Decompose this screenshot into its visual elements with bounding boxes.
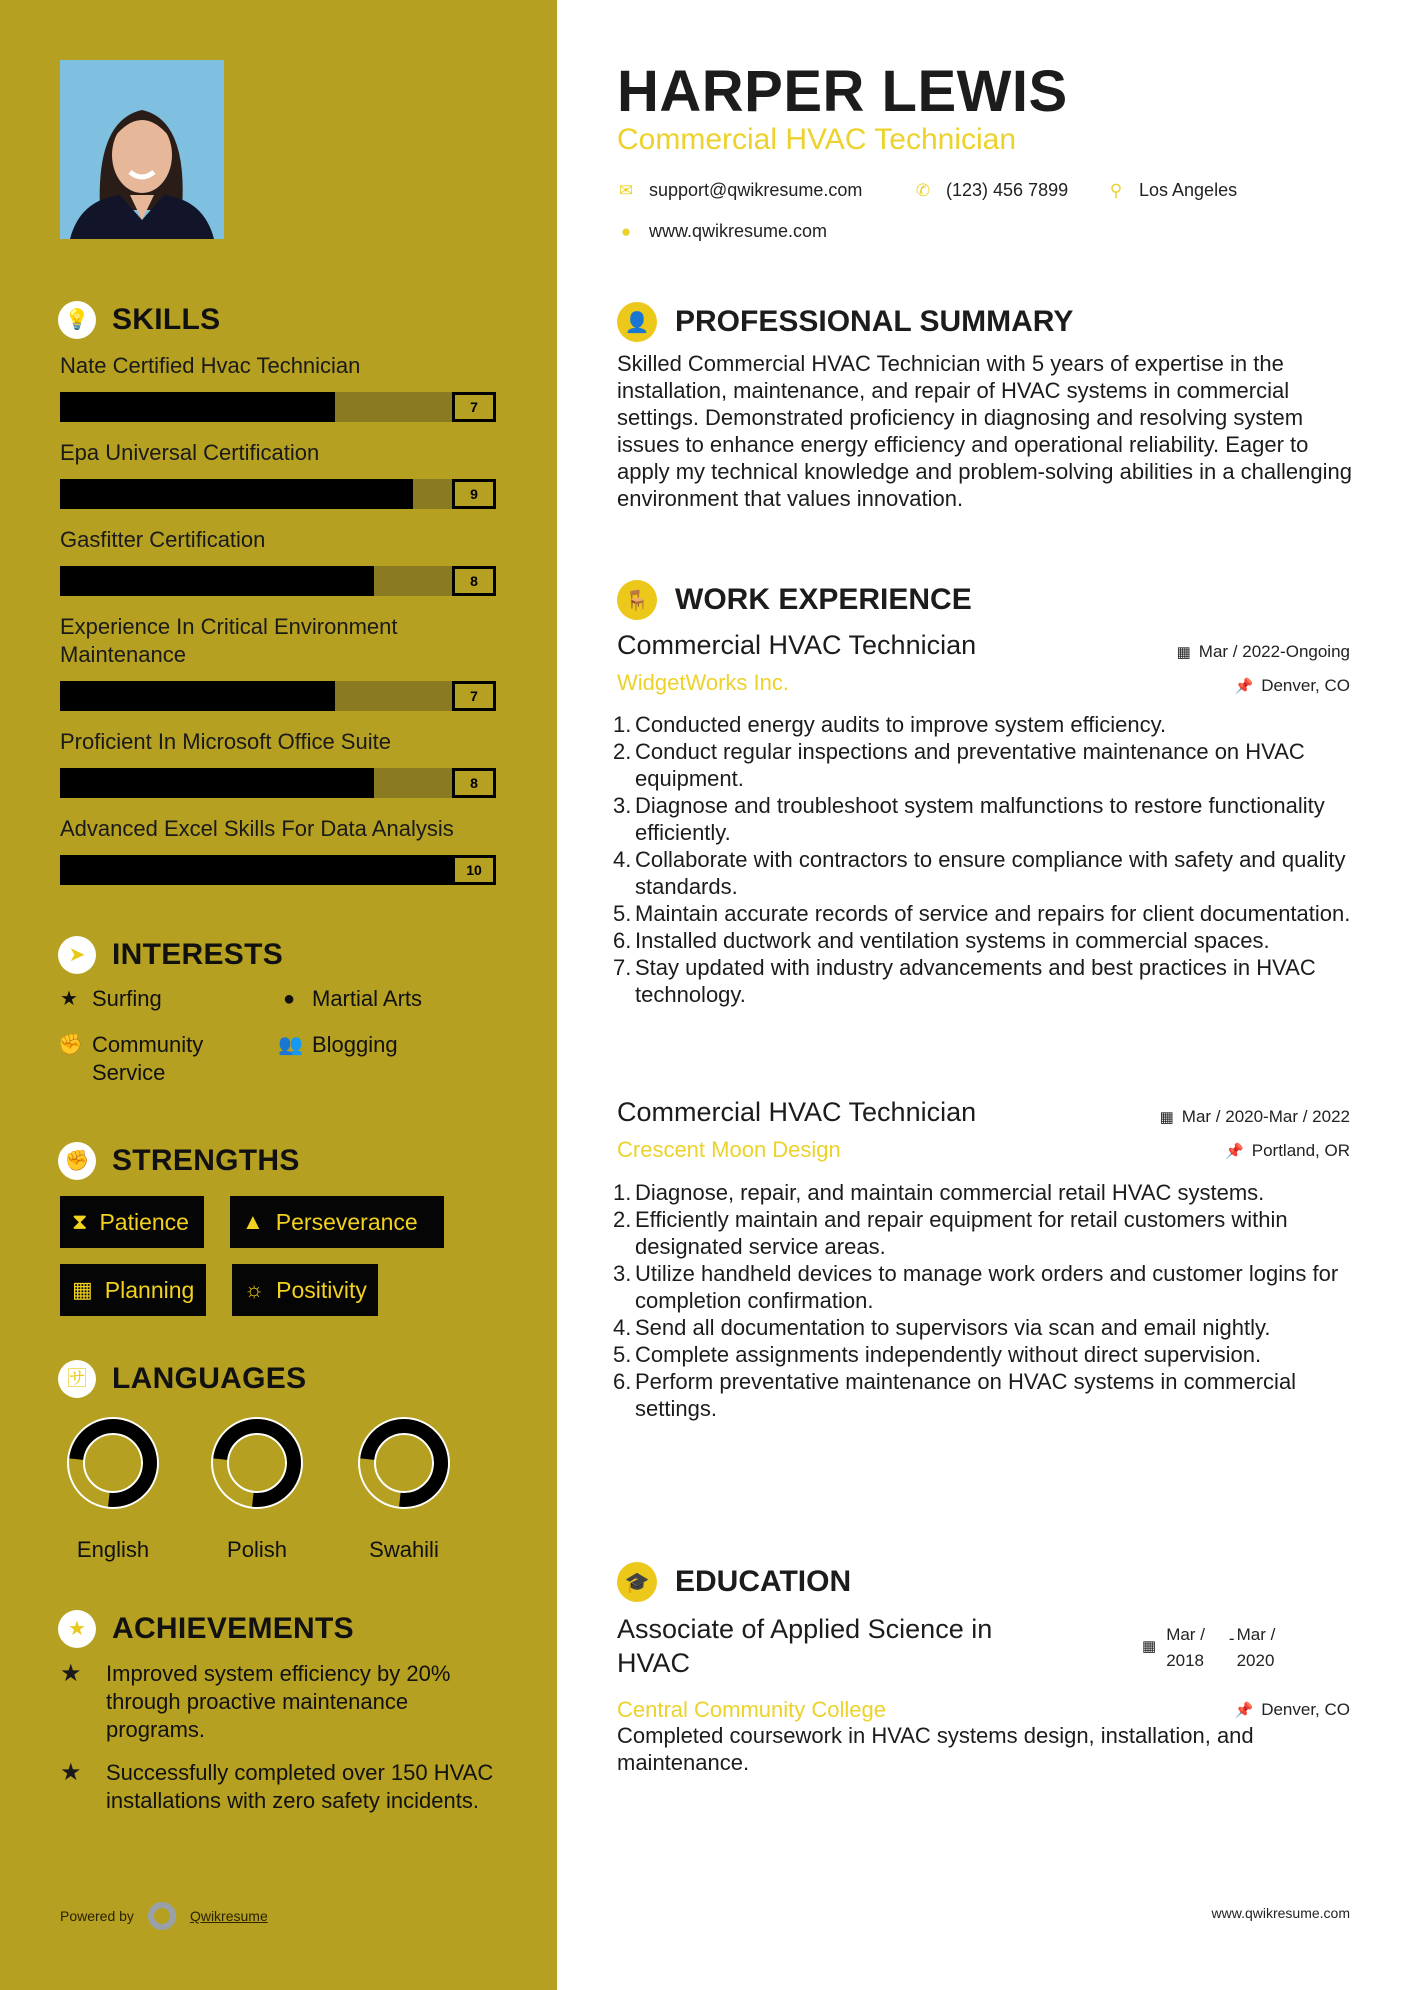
language-item: English — [63, 1415, 163, 1563]
skill-score: 7 — [452, 681, 496, 711]
skill-bar — [60, 392, 496, 422]
education-dates: ▦ Mar / 2018 - Mar / 2020 — [1142, 1622, 1275, 1674]
interest-item: ● Martial Arts — [278, 985, 422, 1013]
skill-score: 8 — [452, 566, 496, 596]
language-donut-chart — [209, 1415, 305, 1511]
skill-score: 7 — [452, 392, 496, 422]
language-donut-chart — [65, 1415, 161, 1511]
strength-badge: ▲ Perseverance — [230, 1196, 444, 1248]
bullet-item: 4. Collaborate with contractors to ensure compliance with safety and quality standards. — [613, 847, 1346, 899]
fist-icon: ✊ — [58, 1034, 83, 1056]
bullet-item: 5. Maintain accurate records of service and repairs for client documentation. — [613, 901, 1351, 926]
lightbulb-icon: 💡 — [58, 301, 96, 339]
shooting-star-icon: ★ — [60, 1660, 82, 1687]
education-heading: 🎓 EDUCATION — [617, 1562, 851, 1602]
candidate-name: HARPER LEWIS — [617, 59, 1068, 124]
bullet-item: 2. Conduct regular inspections and preventative maintenance on HVAC equipment. — [613, 739, 1305, 791]
shooting-star-icon: ★ — [60, 1759, 82, 1786]
skill-score: 9 — [452, 479, 496, 509]
summary-text: Skilled Commercial HVAC Technician with 5 years of expertise in the installation, maintenance, and repair of HVAC systems in commercial settings. Demonstrated proficiency in diagnosing and resolving system issues to enhance energy efficiency and operational reliability. Eager to apply my technical knowledge and problem-solving abilities in a challenging environment that values innovation. — [617, 351, 1352, 511]
profile-photo-image — [60, 60, 224, 239]
bullet-item: 3. Utilize handheld devices to manage work orders and customer logins for completion confirmation. — [613, 1261, 1339, 1313]
calendar-icon: ▦ — [1142, 1638, 1157, 1655]
contact-phone: ✆ (123) 456 7899 — [915, 180, 1069, 200]
user-icon: 👤 — [617, 302, 657, 342]
school-name: Central Community College — [617, 1697, 886, 1722]
globe-icon: ● — [282, 988, 296, 1010]
skill-bar — [60, 479, 496, 509]
pushpin-icon: 📌 — [1234, 678, 1254, 695]
contact-email: ✉ support@qwikresume.com — [618, 180, 863, 200]
sun-icon: ☼ — [244, 1277, 265, 1302]
strength-badge: ☼ Positivity — [232, 1264, 378, 1316]
skills-heading: 💡 SKILLS — [58, 301, 220, 339]
skill-item: Epa Universal Certification 9 — [60, 439, 496, 509]
raised-fist-icon: ✊ — [58, 1142, 96, 1180]
skill-bar-fill — [60, 566, 374, 596]
phone-icon: ✆ — [915, 180, 931, 200]
pushpin-icon: 📌 — [1234, 1702, 1254, 1719]
languages-heading: 🈂 LANGUAGES — [58, 1360, 306, 1398]
qwikresume-logo-icon — [148, 1902, 176, 1930]
interests-heading: ➤ INTERESTS — [58, 936, 283, 974]
bullet-item: 6. Installed ductwork and ventilation systems in commercial spaces. — [613, 928, 1270, 953]
education-location: 📌 Denver, CO — [1234, 1700, 1350, 1719]
achievement-item: ★ Successfully completed over 150 HVAC installations with zero safety incidents. — [60, 1759, 494, 1813]
bullet-item: 2. Efficiently maintain and repair equipment for retail customers within designated service areas. — [613, 1207, 1288, 1259]
skill-item: Experience In Critical Environment Maintenance 7 — [60, 613, 496, 711]
language-icon: 🈂 — [58, 1360, 96, 1398]
skill-item: Gasfitter Certification 8 — [60, 526, 496, 596]
job-dates: ▦ Mar / 2022-Ongoing — [1176, 642, 1350, 661]
strengths-heading: ✊ STRENGTHS — [58, 1142, 300, 1180]
job-bullets — [613, 1179, 1367, 1422]
bullet-item: 1. Diagnose, repair, and maintain commercial retail HVAC systems. — [613, 1180, 1265, 1205]
star-badge-icon: ★ — [58, 1610, 96, 1648]
job-company: WidgetWorks Inc. — [617, 670, 789, 695]
job-bullets — [613, 711, 1367, 1008]
job-location: 📌 Denver, CO — [1234, 676, 1350, 695]
bullet-item: 1. Conducted energy audits to improve system efficiency. — [613, 712, 1167, 737]
job-role: Commercial HVAC Technician — [617, 630, 977, 660]
bullet-item: 6. Perform preventative maintenance on HVAC systems in commercial settings. — [613, 1369, 1297, 1421]
users-icon: 👥 — [278, 1034, 303, 1056]
sidebar — [0, 0, 557, 1990]
achievement-item: ★ Improved system efficiency by 20% through proactive maintenance programs. — [60, 1660, 451, 1742]
interest-item: ✊ Community Service — [58, 1032, 204, 1085]
skill-score: 8 — [452, 768, 496, 798]
end-date: Mar / 2020 — [1236, 1625, 1276, 1670]
skill-bar-fill — [60, 681, 335, 711]
envelope-icon: ✉ — [618, 180, 634, 200]
graduate-icon: 🎓 — [617, 1562, 657, 1602]
skill-item: Advanced Excel Skills For Data Analysis 10 — [60, 815, 496, 885]
language-item: Polish — [207, 1415, 307, 1563]
skill-bar-fill — [60, 392, 335, 422]
education-description: Completed coursework in HVAC systems design, installation, and maintenance. — [617, 1723, 1254, 1775]
skill-bar-fill — [60, 768, 374, 798]
skill-bar — [60, 768, 496, 798]
footer-website[interactable]: www.qwikresume.com — [1211, 1905, 1350, 1921]
contact-location: ⚲ Los Angeles — [1107, 180, 1237, 201]
calendar-icon: ▦ — [1159, 1109, 1174, 1126]
office-chair-icon: 🪑 — [617, 580, 657, 620]
job-dates: ▦ Mar / 2020-Mar / 2022 — [1159, 1107, 1350, 1126]
powered-by: Powered by Qwikresume — [60, 1902, 268, 1930]
candidate-title: Commercial HVAC Technician — [617, 123, 1017, 156]
skill-bar — [60, 855, 496, 885]
interest-item: ★ Surfing — [58, 985, 162, 1013]
map-pin-icon: ⚲ — [1109, 180, 1123, 200]
job-role: Commercial HVAC Technician — [617, 1097, 977, 1127]
strength-badge: ▦ Planning — [60, 1264, 206, 1316]
qwikresume-link[interactable]: Qwikresume — [189, 1908, 268, 1924]
hourglass-icon: ⧗ — [72, 1209, 88, 1234]
skill-bar — [60, 566, 496, 596]
contact-website: ● www.qwikresume.com — [617, 221, 827, 242]
start-date: Mar / 2018 — [1166, 1625, 1205, 1670]
main-content — [557, 0, 1407, 1990]
calendar-icon: ▦ — [1176, 644, 1191, 661]
skill-bar-fill — [60, 479, 413, 509]
language-item: Swahili — [354, 1415, 454, 1563]
globe-icon: ● — [620, 221, 632, 241]
paper-plane-icon: ➤ — [58, 936, 96, 974]
interest-item: 👥 Blogging — [278, 1032, 398, 1057]
bullet-item: 5. Complete assignments independently without direct supervision. — [613, 1342, 1262, 1367]
bullet-item: 4. Send all documentation to supervisors via scan and email nightly. — [613, 1315, 1271, 1340]
summary-heading: 👤 PROFESSIONAL SUMMARY — [617, 302, 1073, 342]
bullet-item: 3. Diagnose and troubleshoot system malfunctions to restore functionality efficiently. — [613, 793, 1325, 845]
achievements-heading: ★ ACHIEVEMENTS — [58, 1610, 354, 1648]
job-company: Crescent Moon Design — [617, 1137, 841, 1162]
profile-photo — [60, 60, 224, 239]
skill-item: Nate Certified Hvac Technician 7 — [60, 352, 496, 422]
calendar-icon: ▦ — [72, 1277, 93, 1302]
skill-bar — [60, 681, 496, 711]
pushpin-icon: 📌 — [1225, 1143, 1244, 1160]
experience-heading: 🪑 WORK EXPERIENCE — [617, 580, 972, 620]
skill-score: 10 — [452, 855, 496, 885]
language-donut-chart — [356, 1415, 452, 1511]
job-location: 📌 Portland, OR — [1225, 1141, 1350, 1160]
skill-bar-fill — [60, 855, 496, 885]
degree-title: Associate of Applied Science in HVAC — [617, 1614, 993, 1678]
skill-item: Proficient In Microsoft Office Suite 8 — [60, 728, 496, 798]
bullet-item: 7. Stay updated with industry advancements and best practices in HVAC technology. — [613, 955, 1316, 1007]
road-icon: ▲ — [242, 1209, 264, 1234]
strength-badge: ⧗ Patience — [60, 1196, 204, 1248]
star-icon: ★ — [60, 988, 78, 1010]
